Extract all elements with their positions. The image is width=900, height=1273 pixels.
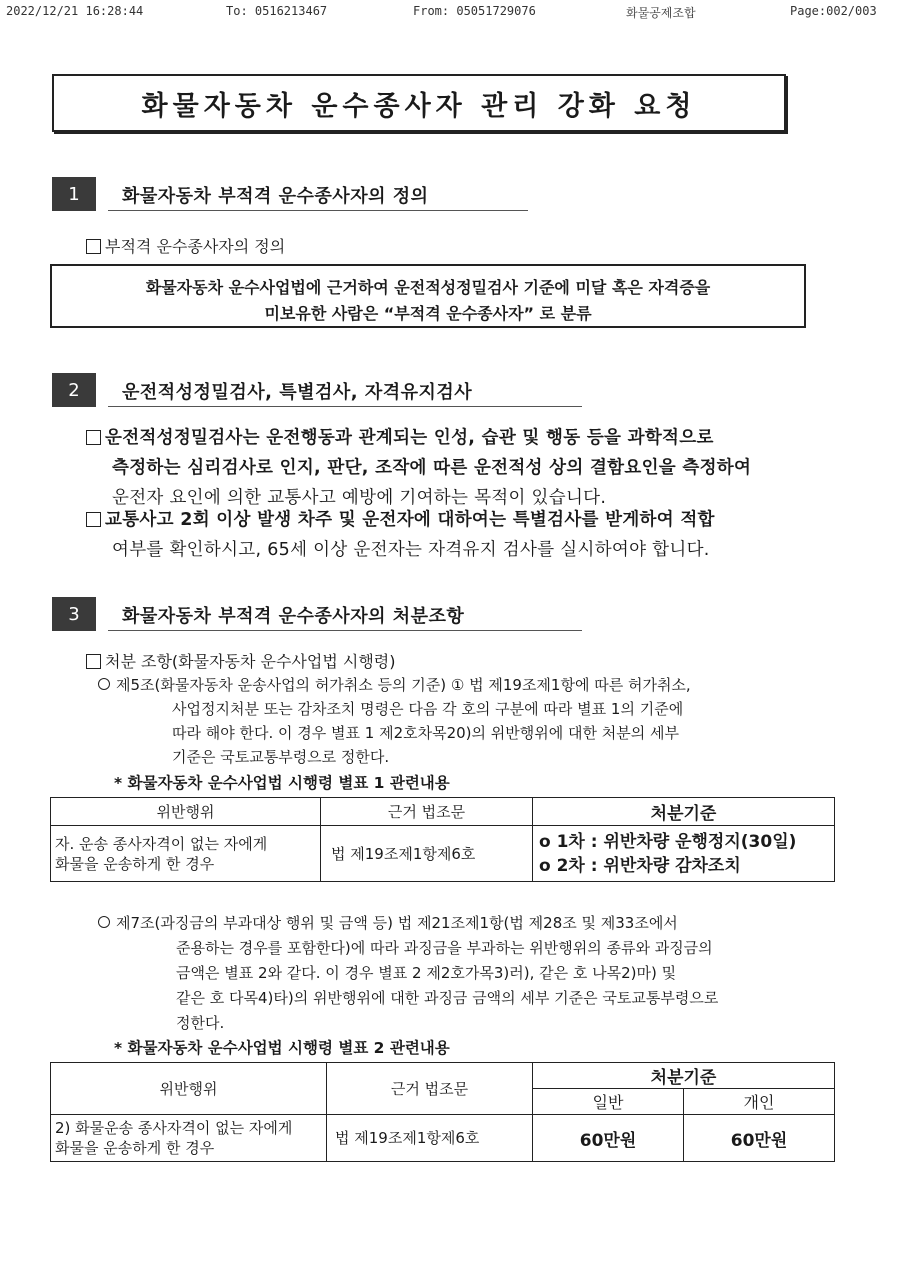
- table-2: [50, 1062, 835, 1162]
- table-2-header-penalty: 처분기준: [533, 1063, 835, 1089]
- fax-from: From: 05051729076: [413, 4, 536, 18]
- table-2-subheader-general: 일반: [533, 1089, 684, 1115]
- fax-page: Page:002/003: [790, 4, 877, 18]
- fax-org: 화물공제조합: [626, 6, 696, 20]
- document-title-box: [52, 74, 786, 132]
- section-1-underline: [108, 210, 528, 211]
- table-1-header-penalty: 처분기준: [533, 798, 835, 826]
- table-2-violation-cell: 2) 화물운송 종사자격이 없는 자에게 화물을 운송하게 한 경우: [51, 1115, 327, 1162]
- checkbox-square-icon: [86, 512, 101, 527]
- fax-to: To: 0516213467: [226, 4, 328, 18]
- table-1-header-violation: 위반행위: [51, 798, 321, 826]
- article-5-line-3: 따라 해야 한다. 이 경우 별표 1 제2호차목20)의 위반행위에 대한 처분의 세부: [172, 724, 679, 742]
- definition-box: [50, 264, 806, 328]
- section-3-item: 처분 조항(화물자동차 운수사업법 시행령): [86, 649, 396, 672]
- table-2-caption: * 화물자동차 운수사업법 시행령 별표 2 관련내용: [114, 1039, 450, 1057]
- section-1-number: 1: [52, 177, 96, 211]
- section-2-header: [52, 373, 612, 413]
- section-1-item: 부적격 운수종사자의 정의: [86, 234, 285, 257]
- article-7-line-5: 정한다.: [176, 1014, 225, 1032]
- article-7-line-1: 제7조(과징금의 부과대상 행위 및 금액 등) 법 제21조제1항(법 제28조 및 제33조에서: [98, 912, 678, 933]
- fax-header: [0, 4, 900, 22]
- section-2-paragraph-1-line-2: 측정하는 심리검사로 인지, 판단, 조작에 따른 운전적성 상의 결함요인을 측정하여: [112, 458, 752, 478]
- section-1-header: [52, 177, 532, 217]
- article-5-line-1: 제5조(화물자동차 운송사업의 허가취소 등의 기준) ① 법 제19조제1항에 따른 허가취소,: [98, 674, 691, 695]
- section-2-title: 운전적성정밀검사, 특별검사, 자격유지검사: [122, 382, 473, 403]
- table-1-caption: * 화물자동차 운수사업법 시행령 별표 1 관련내용: [114, 774, 450, 792]
- circle-bullet-icon: [98, 916, 110, 928]
- definition-line-1: 화물자동차 운수사업법에 근거하여 운전적성정밀검사 기준에 미달 혹은 자격증을: [145, 278, 711, 297]
- circle-bullet-icon: [98, 678, 110, 690]
- fax-datetime: 2022/12/21 16:28:44: [6, 4, 144, 18]
- section-2-paragraph-1-line-1: 운전적성정밀검사는 운전행동과 관계되는 인성, 습관 및 행동 등을 과학적으로: [86, 424, 714, 449]
- table-2-subheader-individual: 개인: [684, 1089, 835, 1115]
- table-2-header-law: 근거 법조문: [327, 1063, 533, 1115]
- table-2-law-cell: 법 제19조제1항제6호: [327, 1115, 533, 1162]
- section-2-paragraph-2-line-2: 여부를 확인하시고, 65세 이상 운전자는 자격유지 검사를 실시하여야 합니다.: [112, 540, 710, 560]
- table-1-law-cell: 법 제19조제1항제6호: [321, 826, 533, 882]
- table-2-header-violation: 위반행위: [51, 1063, 327, 1115]
- article-7-line-4: 같은 호 다목4)타)의 위반행위에 대한 과징금 금액의 세부 기준은 국토교통부령으로: [176, 989, 719, 1007]
- table-row: [51, 1115, 835, 1162]
- section-2-paragraph-2-line-1: 교통사고 2회 이상 발생 차주 및 운전자에 대하여는 특별검사를 받게하여 적합: [86, 506, 715, 531]
- article-7-line-3: 금액은 별표 2와 같다. 이 경우 별표 2 제2호가목3)러), 같은 호 나목2)마) 및: [176, 964, 677, 982]
- section-1-title: 화물자동차 부적격 운수종사자의 정의: [122, 186, 429, 207]
- section-2-underline: [108, 406, 582, 407]
- table-row: [51, 798, 835, 826]
- table-1-header-law: 근거 법조문: [321, 798, 533, 826]
- section-2-paragraph-1-line-3: 운전자 요인에 의한 교통사고 예방에 기여하는 목적이 있습니다.: [112, 488, 607, 508]
- article-5-line-4: 기준은 국토교통부령으로 정한다.: [172, 748, 390, 766]
- table-row: [51, 1063, 835, 1089]
- section-3-title: 화물자동차 부적격 운수종사자의 처분조항: [122, 606, 465, 627]
- section-2-number: 2: [52, 373, 96, 407]
- checkbox-square-icon: [86, 239, 101, 254]
- table-2-individual-amount: 60만원: [684, 1115, 835, 1162]
- checkbox-square-icon: [86, 430, 101, 445]
- table-row: [51, 826, 835, 882]
- document-title: 화물자동차 운수종사자 관리 강화 요청: [141, 90, 697, 122]
- table-1-violation-cell: 자. 운송 종사자격이 없는 자에게 화물을 운송하게 한 경우: [51, 826, 321, 882]
- article-7-line-2: 준용하는 경우를 포함한다)에 따라 과징금을 부과하는 위반행위의 종류와 과징금의: [176, 939, 713, 957]
- section-3-number: 3: [52, 597, 96, 631]
- definition-line-2: 미보유한 사람은 “부적격 운수종사자” 로 분류: [264, 304, 592, 323]
- section-3-underline: [108, 630, 582, 631]
- section-3-header: [52, 597, 612, 637]
- checkbox-square-icon: [86, 654, 101, 669]
- article-5-line-2: 사업정지처분 또는 감차조치 명령은 다음 각 호의 구분에 따라 별표 1의 기준에: [172, 700, 684, 718]
- table-1-penalty-cell: o 1차 : 위반차량 운행정지(30일) o 2차 : 위반차량 감차조치: [533, 826, 835, 882]
- table-1: [50, 797, 835, 882]
- table-2-general-amount: 60만원: [533, 1115, 684, 1162]
